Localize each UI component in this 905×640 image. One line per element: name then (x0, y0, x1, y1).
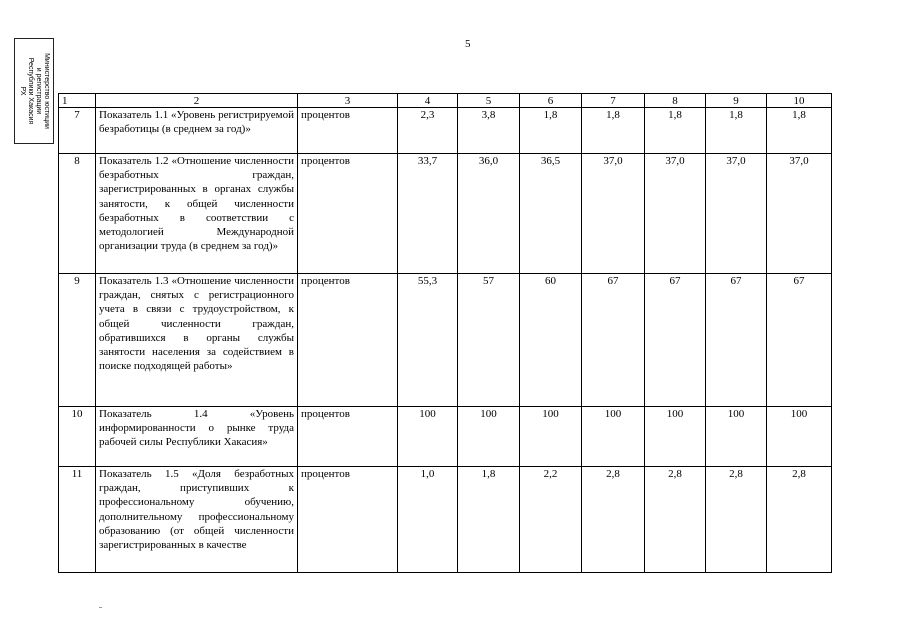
value-cell: 1,8 (645, 108, 706, 154)
stamp-line: и регистрации (35, 67, 42, 115)
value-cell: 100 (458, 407, 520, 467)
value-cell: 100 (582, 407, 645, 467)
value-cell: 55,3 (398, 274, 458, 407)
table-header-row (59, 94, 832, 108)
value-cell: 67 (645, 274, 706, 407)
value-cell: 36,0 (458, 154, 520, 274)
table-row (59, 108, 832, 154)
unit-cell: процентов (298, 274, 398, 407)
value-cell: 1,8 (458, 467, 520, 573)
stamp-line: Республики Хакасия (27, 57, 34, 125)
column-header: 7 (582, 94, 645, 108)
stamp-line: Министерство юстиции (43, 53, 50, 129)
value-cell: 100 (520, 407, 582, 467)
value-cell: 37,0 (582, 154, 645, 274)
scan-speck (99, 607, 102, 608)
table-row (59, 274, 832, 407)
column-header: 9 (706, 94, 767, 108)
value-cell: 36,5 (520, 154, 582, 274)
registration-stamp (14, 38, 54, 144)
unit-cell: процентов (298, 467, 398, 573)
indicator-name: Показатель 1.1 «Уровень регистрируемой безработицы (в среднем за год)» (96, 108, 298, 154)
row-number: 9 (59, 274, 96, 407)
unit-cell: процентов (298, 407, 398, 467)
value-cell: 67 (706, 274, 767, 407)
value-cell: 1,8 (582, 108, 645, 154)
value-cell: 33,7 (398, 154, 458, 274)
value-cell: 2,8 (645, 467, 706, 573)
value-cell: 1,8 (767, 108, 832, 154)
column-header: 3 (298, 94, 398, 108)
unit-cell: процентов (298, 108, 398, 154)
value-cell: 1,8 (706, 108, 767, 154)
column-header: 10 (767, 94, 832, 108)
value-cell: 67 (582, 274, 645, 407)
value-cell: 2,8 (706, 467, 767, 573)
stamp-line: РХ (19, 86, 26, 96)
indicator-name: Показатель 1.2 «Отношение численности безработных граждан, зарегистрированных в органах службы занятости, к общей численности безработных в соответствии с методологией Международной организации труда (в среднем за год)» (96, 154, 298, 274)
value-cell: 1,8 (520, 108, 582, 154)
value-cell: 100 (398, 407, 458, 467)
indicator-name: Показатель 1.5 «Доля безработных граждан, приступивших к профессиональному обучению, дополнительному профессиональному образованию (от общей численности зарегистрированных в качестве (96, 467, 298, 573)
value-cell: 100 (645, 407, 706, 467)
value-cell: 2,8 (767, 467, 832, 573)
column-header: 1 (59, 94, 96, 108)
value-cell: 2,2 (520, 467, 582, 573)
table-row (59, 467, 832, 573)
row-number: 11 (59, 467, 96, 573)
unit-cell: процентов (298, 154, 398, 274)
indicators-table (58, 93, 832, 573)
value-cell: 37,0 (706, 154, 767, 274)
value-cell: 2,8 (582, 467, 645, 573)
value-cell: 57 (458, 274, 520, 407)
value-cell: 1,0 (398, 467, 458, 573)
column-header: 6 (520, 94, 582, 108)
table-row (59, 154, 832, 274)
column-header: 4 (398, 94, 458, 108)
value-cell: 2,3 (398, 108, 458, 154)
row-number: 10 (59, 407, 96, 467)
value-cell: 100 (706, 407, 767, 467)
value-cell: 37,0 (645, 154, 706, 274)
column-header: 8 (645, 94, 706, 108)
column-header: 2 (96, 94, 298, 108)
row-number: 7 (59, 108, 96, 154)
value-cell: 67 (767, 274, 832, 407)
column-header: 5 (458, 94, 520, 108)
row-number: 8 (59, 154, 96, 274)
value-cell: 37,0 (767, 154, 832, 274)
indicator-name: Показатель 1.4 «Уровень информированности о рынке труда рабочей силы Республики Хакасия» (96, 407, 298, 467)
table-row (59, 407, 832, 467)
value-cell: 100 (767, 407, 832, 467)
indicator-name: Показатель 1.3 «Отношение численности граждан, снятых с регистрационного учета в связи с трудоустройством, к общей численности граждан, обратившихся в органы службы занятости населения за содействием в поиске подходящей работы» (96, 274, 298, 407)
value-cell: 60 (520, 274, 582, 407)
page-number: 5 (465, 38, 471, 50)
value-cell: 3,8 (458, 108, 520, 154)
